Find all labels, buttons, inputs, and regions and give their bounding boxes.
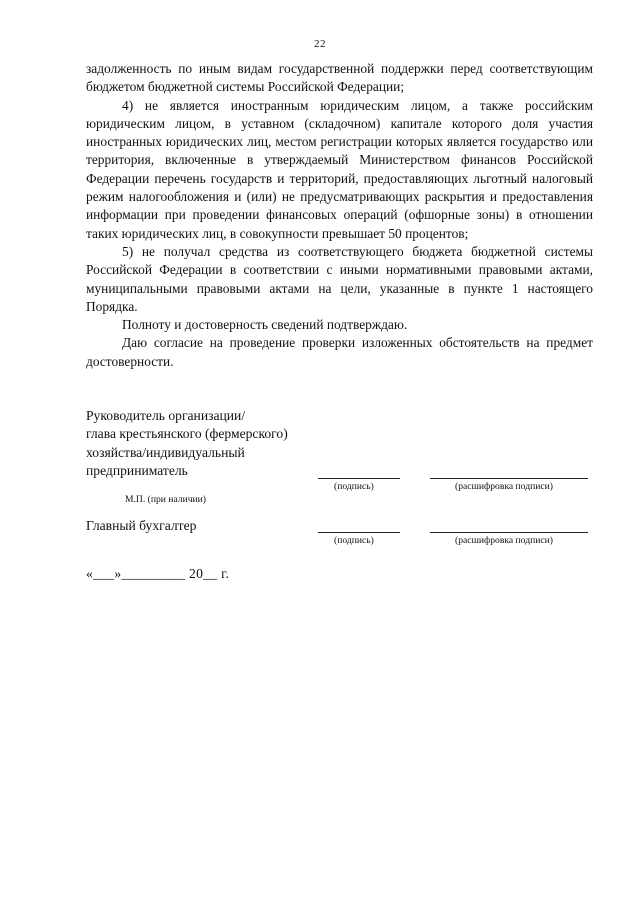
accountant-signature-line [318, 532, 400, 533]
page-number: 22 [314, 38, 326, 50]
accountant-decoding-caption: (расшифровка подписи) [455, 535, 553, 546]
date-line: «___»_________ 20__ г. [86, 566, 230, 581]
head-signature-line [318, 478, 400, 479]
paragraph-item-4: 4) не является иностранным юридическим лицом, а также российским юридическим лицом, в уставном (складочном) капитале которого доля участия иностранных юридических лиц, местом регистрации которых является государство или территория, включенные в утверждаемый Министерством финансов Российской Федерации перечень государств и территорий, предоставляющих льготный налоговый режим налогообложения и (или) не предусматривающих раскрытия и предоставления информации при проведении финансовых операций (офшорные зоны) в отношении таких юридических лиц, в совокупности превышает 50 процентов; [86, 97, 593, 241]
head-decoding-caption: (расшифровка подписи) [455, 481, 553, 492]
head-title-line: хозяйства/индивидуальный [86, 444, 245, 460]
chief-accountant-title: Главный бухгалтер [86, 518, 197, 533]
paragraph-item-5: 5) не получал средства из соответствующего бюджета бюджетной системы Российской Федерации в соответствии с иными нормативными правовыми актами, муниципальными правовыми актами на цели, указанные в пункте 1 настоящего Порядка. [86, 243, 593, 314]
accountant-signature-caption: (подпись) [334, 535, 374, 546]
head-title-line: глава крестьянского (фермерского) [86, 426, 288, 442]
head-title-line: Руководитель организации/ [86, 408, 246, 423]
head-decoding-line [430, 478, 588, 479]
head-title [86, 407, 326, 481]
accountant-decoding-line [430, 532, 588, 533]
head-signature-caption: (подпись) [334, 481, 374, 492]
paragraph-consent: Даю согласие на проведение проверки изложенных обстоятельств на предмет достоверности. [86, 335, 593, 369]
body-text [86, 60, 593, 371]
paragraph-confirmation: Полноту и достоверность сведений подтверждаю. [122, 317, 408, 333]
head-title-line: предприниматель [86, 463, 188, 479]
paragraph-debt-continuation: задолженность по иным видам государственной поддержки перед соответствующим бюджетом бюджетной системы Российской Федерации; [86, 61, 593, 95]
stamp-note: М.П. (при наличии) [125, 494, 206, 505]
